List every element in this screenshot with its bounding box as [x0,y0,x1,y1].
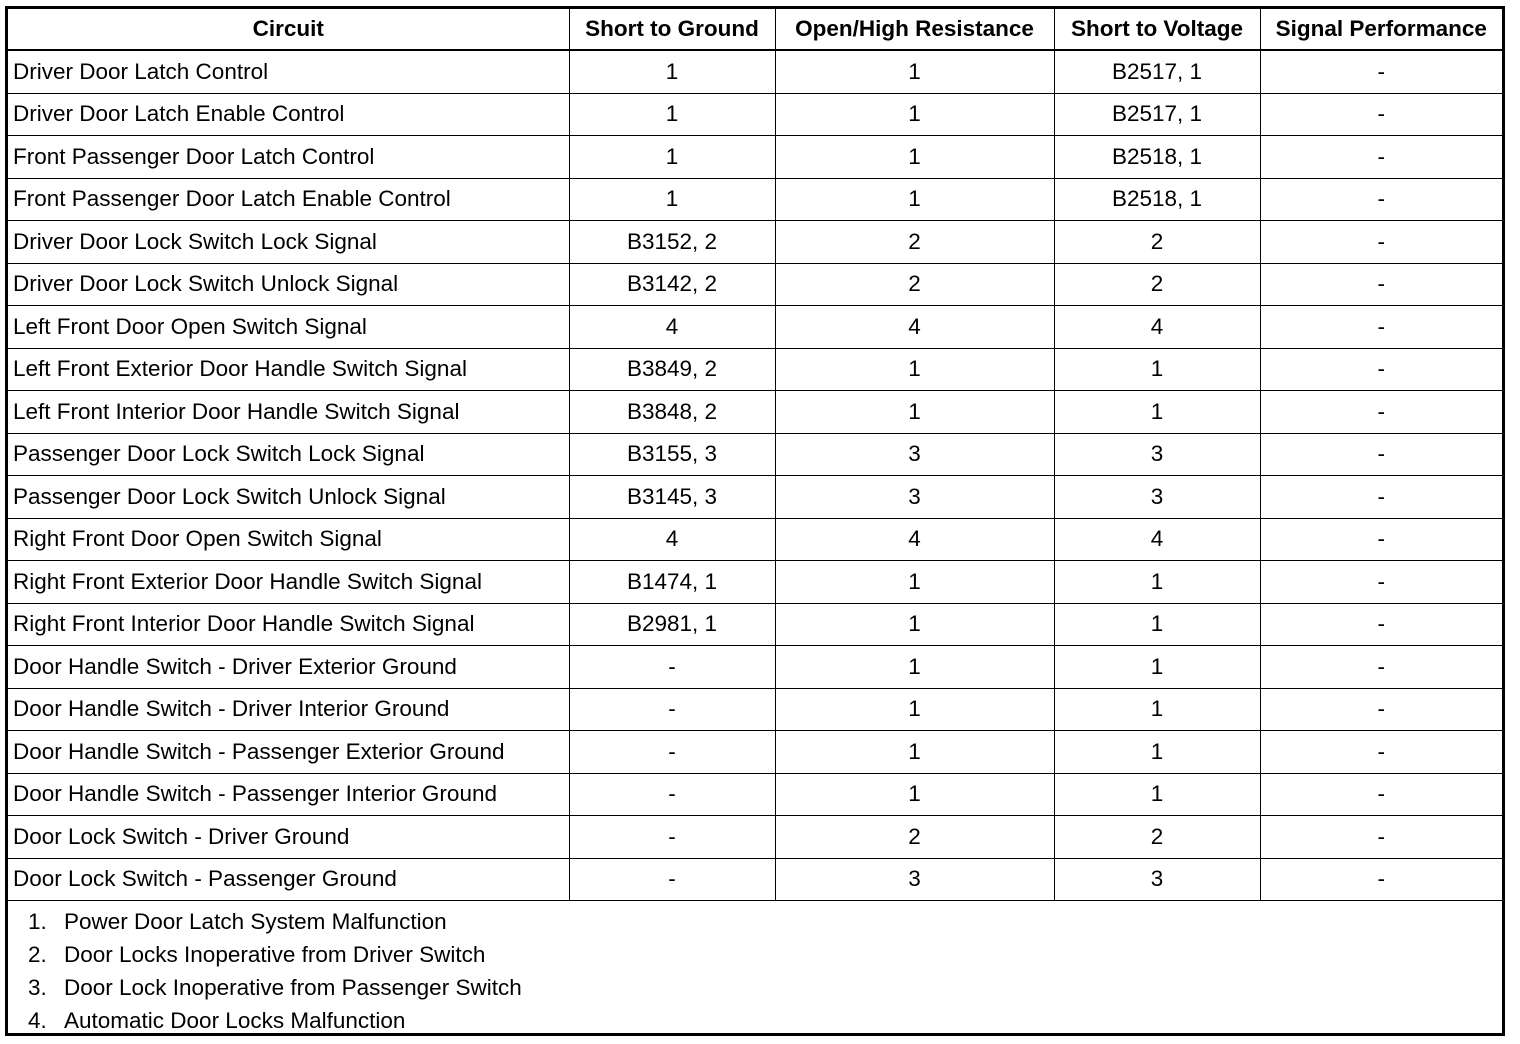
dtc-symptom-table [8,9,1502,901]
cell-short-to-voltage: 3 [1054,858,1260,901]
cell-short-to-voltage: B2518, 1 [1054,136,1260,179]
cell-short-to-ground: B3849, 2 [569,348,775,391]
cell-short-to-ground: - [569,688,775,731]
cell-circuit: Left Front Exterior Door Handle Switch Signal [8,348,569,391]
footnote-number: 4. [28,1007,47,1033]
cell-open-high-resistance: 1 [775,688,1054,731]
table-row [8,518,1502,561]
cell-open-high-resistance: 1 [775,773,1054,816]
cell-signal-performance: - [1260,391,1502,434]
cell-circuit: Front Passenger Door Latch Enable Control [8,178,569,221]
cell-short-to-ground: B3145, 3 [569,476,775,519]
cell-short-to-ground: B3142, 2 [569,263,775,306]
cell-signal-performance: - [1260,688,1502,731]
cell-signal-performance: - [1260,348,1502,391]
cell-short-to-ground: B3155, 3 [569,433,775,476]
cell-short-to-ground: 4 [569,518,775,561]
cell-signal-performance: - [1260,433,1502,476]
cell-short-to-ground: 1 [569,93,775,136]
cell-short-to-ground: 4 [569,306,775,349]
column-header-circuit: Circuit [8,9,569,50]
cell-short-to-voltage: 2 [1054,263,1260,306]
cell-open-high-resistance: 3 [775,476,1054,519]
cell-signal-performance: - [1260,858,1502,901]
cell-open-high-resistance: 2 [775,816,1054,859]
footnote-item [8,905,1502,938]
cell-circuit: Door Handle Switch - Driver Interior Ground [8,688,569,731]
cell-short-to-voltage: 1 [1054,731,1260,774]
footnote-number: 2. [28,941,47,967]
table-row [8,561,1502,604]
cell-open-high-resistance: 1 [775,391,1054,434]
cell-circuit: Door Handle Switch - Passenger Exterior Ground [8,731,569,774]
cell-circuit: Right Front Door Open Switch Signal [8,518,569,561]
cell-short-to-voltage: 1 [1054,561,1260,604]
cell-circuit: Passenger Door Lock Switch Unlock Signal [8,476,569,519]
cell-open-high-resistance: 4 [775,518,1054,561]
table-row [8,93,1502,136]
footnote-item [8,938,1502,971]
cell-short-to-ground: B3152, 2 [569,221,775,264]
cell-short-to-voltage: 2 [1054,816,1260,859]
footnote-number: 1. [28,908,47,934]
cell-short-to-ground: - [569,773,775,816]
cell-signal-performance: - [1260,561,1502,604]
cell-circuit: Driver Door Latch Enable Control [8,93,569,136]
cell-open-high-resistance: 3 [775,433,1054,476]
cell-open-high-resistance: 2 [775,263,1054,306]
column-header-open-high-resistance: Open/High Resistance [775,9,1054,50]
dtc-symptom-table-frame [5,6,1505,1036]
table-header-row [8,9,1502,50]
cell-signal-performance: - [1260,50,1502,93]
table-row [8,858,1502,901]
table-row [8,646,1502,689]
cell-short-to-voltage: 1 [1054,688,1260,731]
cell-circuit: Driver Door Lock Switch Unlock Signal [8,263,569,306]
cell-short-to-voltage: B2517, 1 [1054,50,1260,93]
cell-short-to-ground: 1 [569,50,775,93]
cell-circuit: Driver Door Lock Switch Lock Signal [8,221,569,264]
column-header-signal-performance: Signal Performance [1260,9,1502,50]
cell-circuit: Front Passenger Door Latch Control [8,136,569,179]
cell-signal-performance: - [1260,816,1502,859]
column-header-short-to-ground: Short to Ground [569,9,775,50]
footnote-text: Door Lock Inoperative from Passenger Switch [64,974,522,1000]
cell-signal-performance: - [1260,178,1502,221]
cell-open-high-resistance: 1 [775,561,1054,604]
table-footnotes [8,899,1502,1037]
cell-circuit: Right Front Interior Door Handle Switch Signal [8,603,569,646]
cell-short-to-voltage: 4 [1054,306,1260,349]
cell-circuit: Left Front Door Open Switch Signal [8,306,569,349]
cell-open-high-resistance: 1 [775,136,1054,179]
cell-signal-performance: - [1260,773,1502,816]
cell-short-to-voltage: 1 [1054,391,1260,434]
cell-short-to-ground: B2981, 1 [569,603,775,646]
cell-short-to-voltage: 4 [1054,518,1260,561]
cell-open-high-resistance: 1 [775,646,1054,689]
cell-open-high-resistance: 3 [775,858,1054,901]
table-row [8,688,1502,731]
footnote-text: Automatic Door Locks Malfunction [64,1007,406,1033]
cell-signal-performance: - [1260,646,1502,689]
table-row [8,433,1502,476]
footnote-text: Door Locks Inoperative from Driver Switch [64,941,486,967]
cell-circuit: Left Front Interior Door Handle Switch Signal [8,391,569,434]
cell-short-to-ground: B3848, 2 [569,391,775,434]
cell-open-high-resistance: 1 [775,50,1054,93]
table-row [8,476,1502,519]
cell-open-high-resistance: 1 [775,603,1054,646]
cell-circuit: Passenger Door Lock Switch Lock Signal [8,433,569,476]
cell-short-to-voltage: 2 [1054,221,1260,264]
cell-signal-performance: - [1260,263,1502,306]
cell-signal-performance: - [1260,136,1502,179]
cell-short-to-voltage: 1 [1054,603,1260,646]
table-row [8,221,1502,264]
cell-signal-performance: - [1260,221,1502,264]
cell-open-high-resistance: 1 [775,731,1054,774]
table-row [8,731,1502,774]
table-row [8,348,1502,391]
cell-short-to-ground: B1474, 1 [569,561,775,604]
table-row [8,816,1502,859]
cell-short-to-ground: 1 [569,178,775,221]
footnote-number: 3. [28,974,47,1000]
cell-short-to-voltage: B2517, 1 [1054,93,1260,136]
cell-signal-performance: - [1260,731,1502,774]
cell-signal-performance: - [1260,603,1502,646]
footnote-item [8,971,1502,1004]
cell-short-to-ground: 1 [569,136,775,179]
cell-open-high-resistance: 2 [775,221,1054,264]
footnote-text: Power Door Latch System Malfunction [64,908,447,934]
cell-short-to-voltage: 1 [1054,348,1260,391]
cell-short-to-ground: - [569,646,775,689]
table-row [8,263,1502,306]
cell-signal-performance: - [1260,476,1502,519]
cell-circuit: Door Lock Switch - Driver Ground [8,816,569,859]
table-row [8,603,1502,646]
cell-circuit: Driver Door Latch Control [8,50,569,93]
cell-circuit: Door Lock Switch - Passenger Ground [8,858,569,901]
footnote-item [8,1004,1502,1037]
cell-open-high-resistance: 4 [775,306,1054,349]
table-row [8,391,1502,434]
table-row [8,136,1502,179]
cell-open-high-resistance: 1 [775,178,1054,221]
cell-circuit: Door Handle Switch - Driver Exterior Ground [8,646,569,689]
table-row [8,50,1502,93]
table-row [8,306,1502,349]
cell-signal-performance: - [1260,306,1502,349]
cell-short-to-voltage: B2518, 1 [1054,178,1260,221]
cell-open-high-resistance: 1 [775,348,1054,391]
cell-short-to-voltage: 3 [1054,476,1260,519]
table-row [8,178,1502,221]
cell-short-to-voltage: 1 [1054,646,1260,689]
cell-short-to-ground: - [569,731,775,774]
cell-circuit: Right Front Exterior Door Handle Switch Signal [8,561,569,604]
cell-signal-performance: - [1260,93,1502,136]
cell-circuit: Door Handle Switch - Passenger Interior Ground [8,773,569,816]
column-header-short-to-voltage: Short to Voltage [1054,9,1260,50]
cell-signal-performance: - [1260,518,1502,561]
cell-short-to-voltage: 3 [1054,433,1260,476]
cell-short-to-voltage: 1 [1054,773,1260,816]
cell-short-to-ground: - [569,858,775,901]
table-row [8,773,1502,816]
cell-open-high-resistance: 1 [775,93,1054,136]
cell-short-to-ground: - [569,816,775,859]
